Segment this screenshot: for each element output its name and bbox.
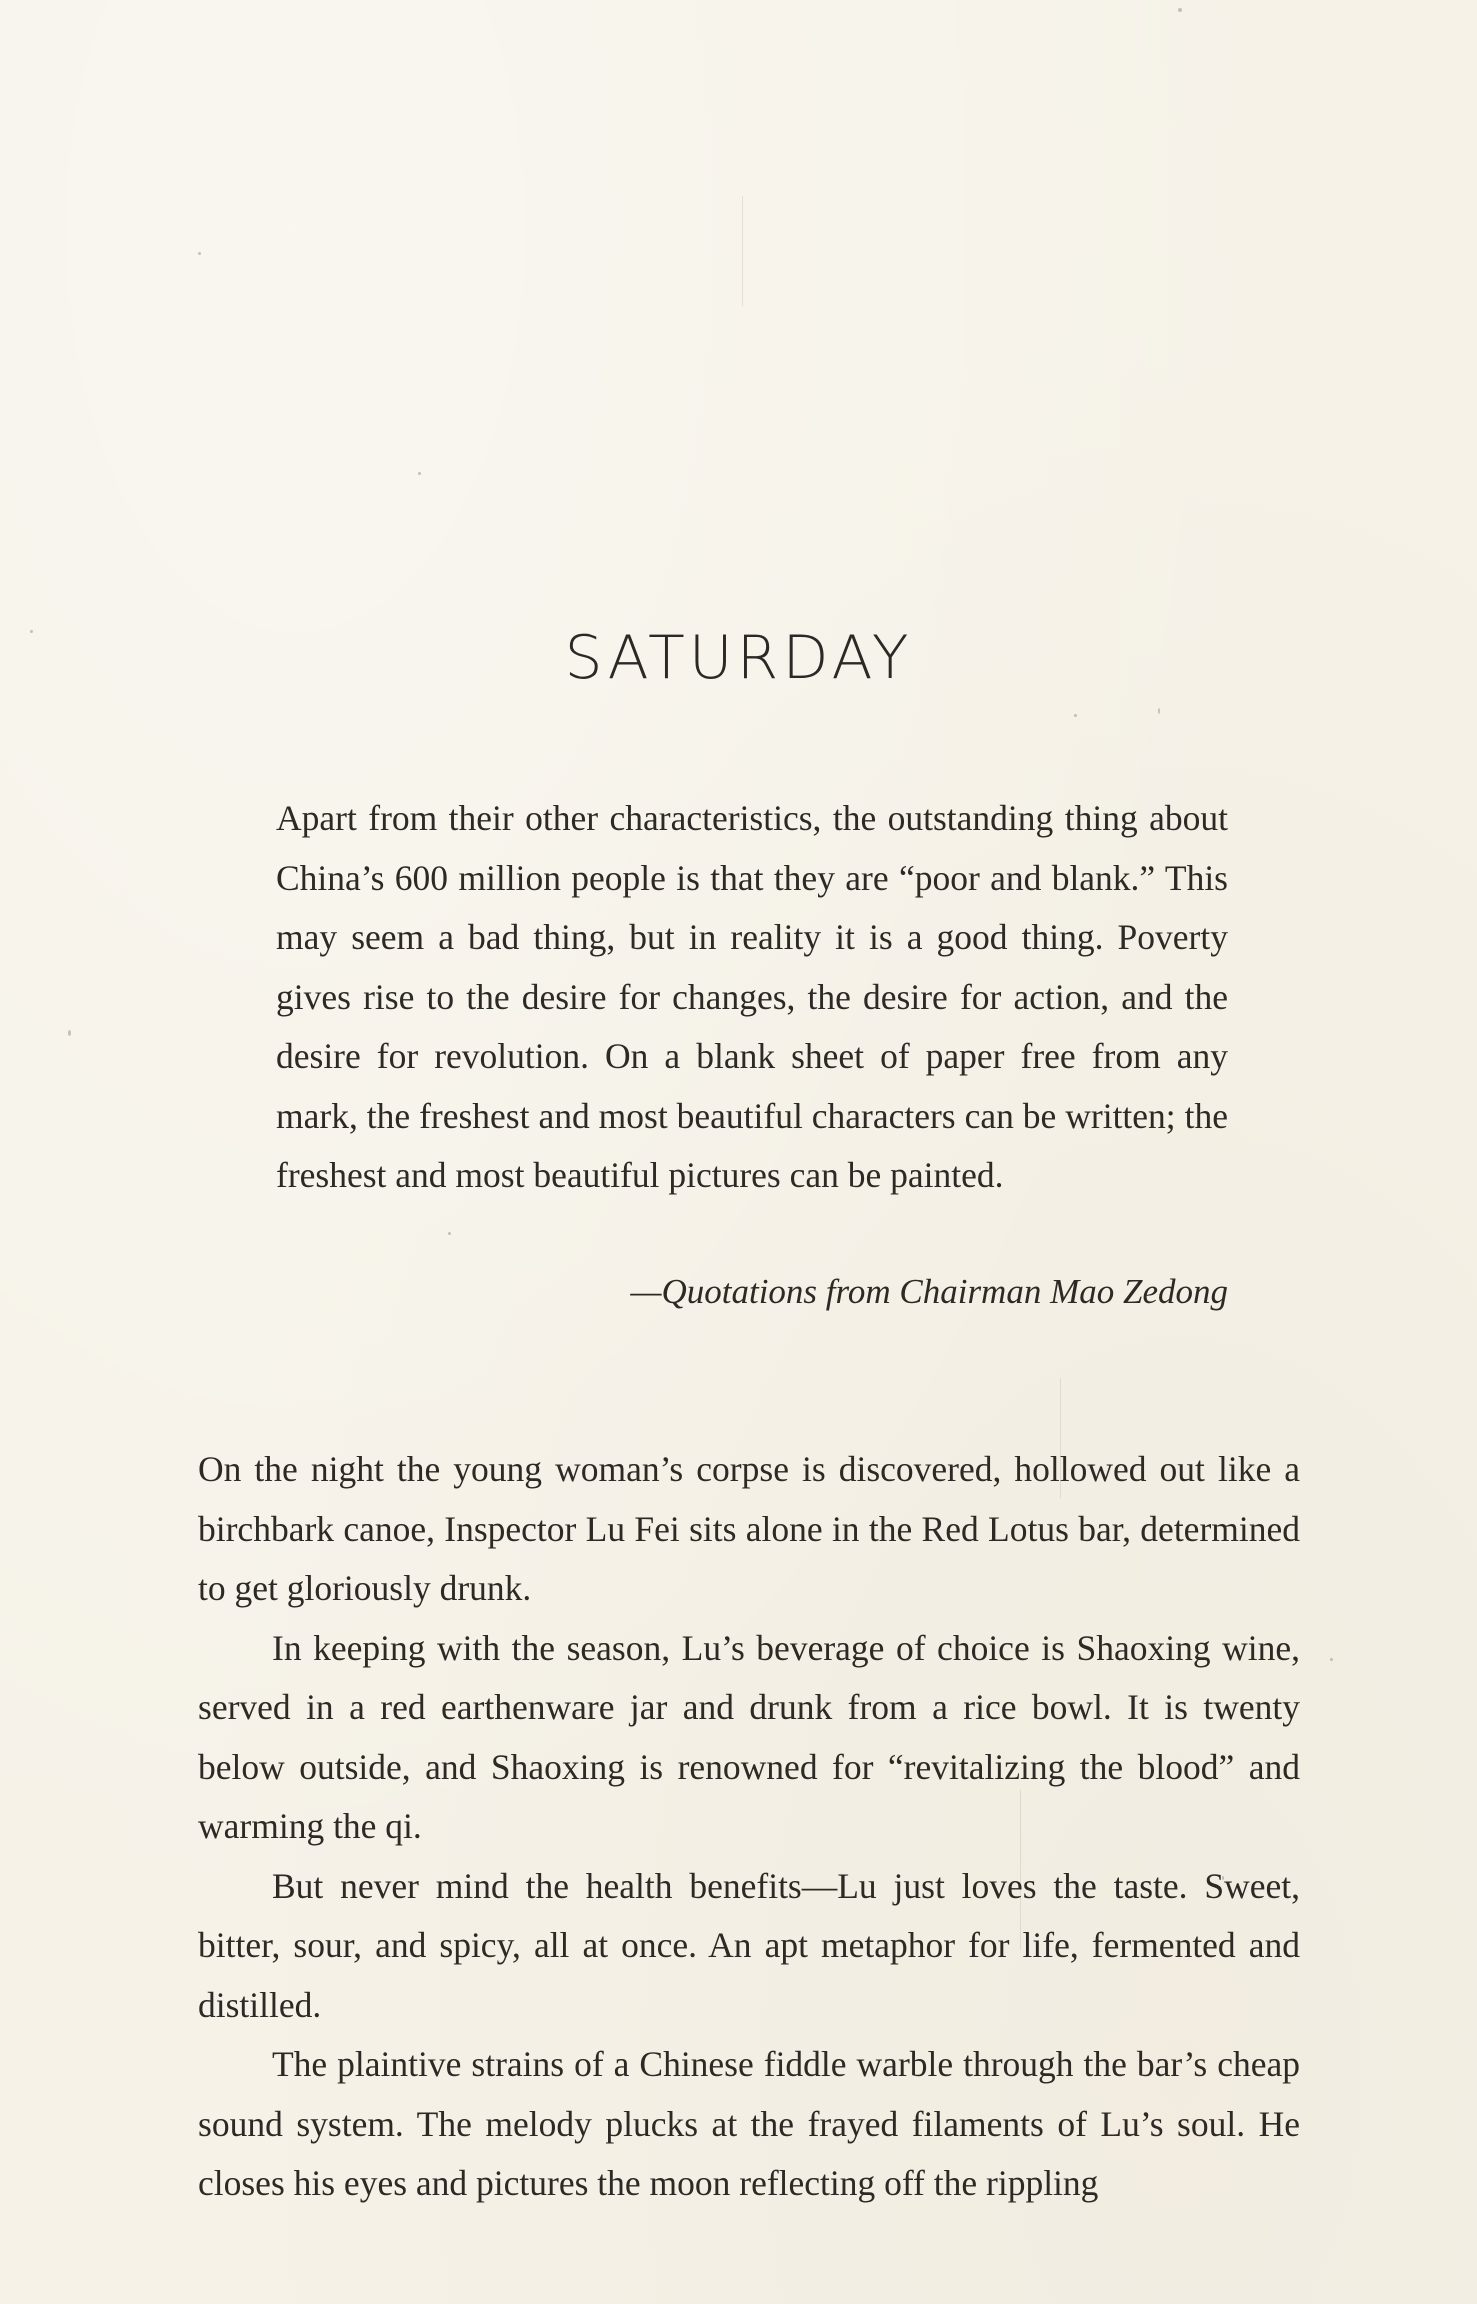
epigraph-text: Apart from their other characteristics, the outstanding thing about China’s 600 million people is that they are “poor and blank.” This may seem a bad thing, but in reality it is a good thing. Poverty gives rise to the desire for changes, the desire for action, and the desire for revolution. On a blank sheet of paper free from any mark, the freshest and most beautiful characters can be written; the freshest and most beautiful pictures can be painted. (276, 798, 1228, 1195)
body-paragraph: On the night the young woman’s corpse is discovered, hollowed out like a birchbark canoe, Inspector Lu Fei sits alone in the Red Lotus bar, determined to get gloriously drunk. (198, 1449, 1300, 1608)
epigraph (276, 789, 1228, 1206)
chapter-body (198, 1440, 1300, 2214)
chapter-title: SATURDAY (564, 623, 913, 694)
body-paragraph: In keeping with the season, Lu’s beverage of choice is Shaoxing wine, served in a red earthenware jar and drunk from a rice bowl. It is twenty below outside, and Shaoxing is renowned for “revitalizing the blood” and warming the qi. (198, 1627, 1300, 1846)
body-paragraph: But never mind the health benefits—Lu just loves the taste. Sweet, bitter, sour, and spicy, all at once. An apt metaphor for life, fermented and distilled. (198, 1865, 1300, 2025)
epigraph-attribution: —Quotations from Chairman Mao Zedong (630, 1272, 1228, 1311)
paper-crease (742, 196, 743, 306)
body-paragraph: The plaintive strains of a Chinese fiddle warble through the bar’s cheap sound system. The melody plucks at the frayed filaments of Lu’s soul. He closes his eyes and pictures the moon reflecting off the rippling (198, 2044, 1300, 2203)
